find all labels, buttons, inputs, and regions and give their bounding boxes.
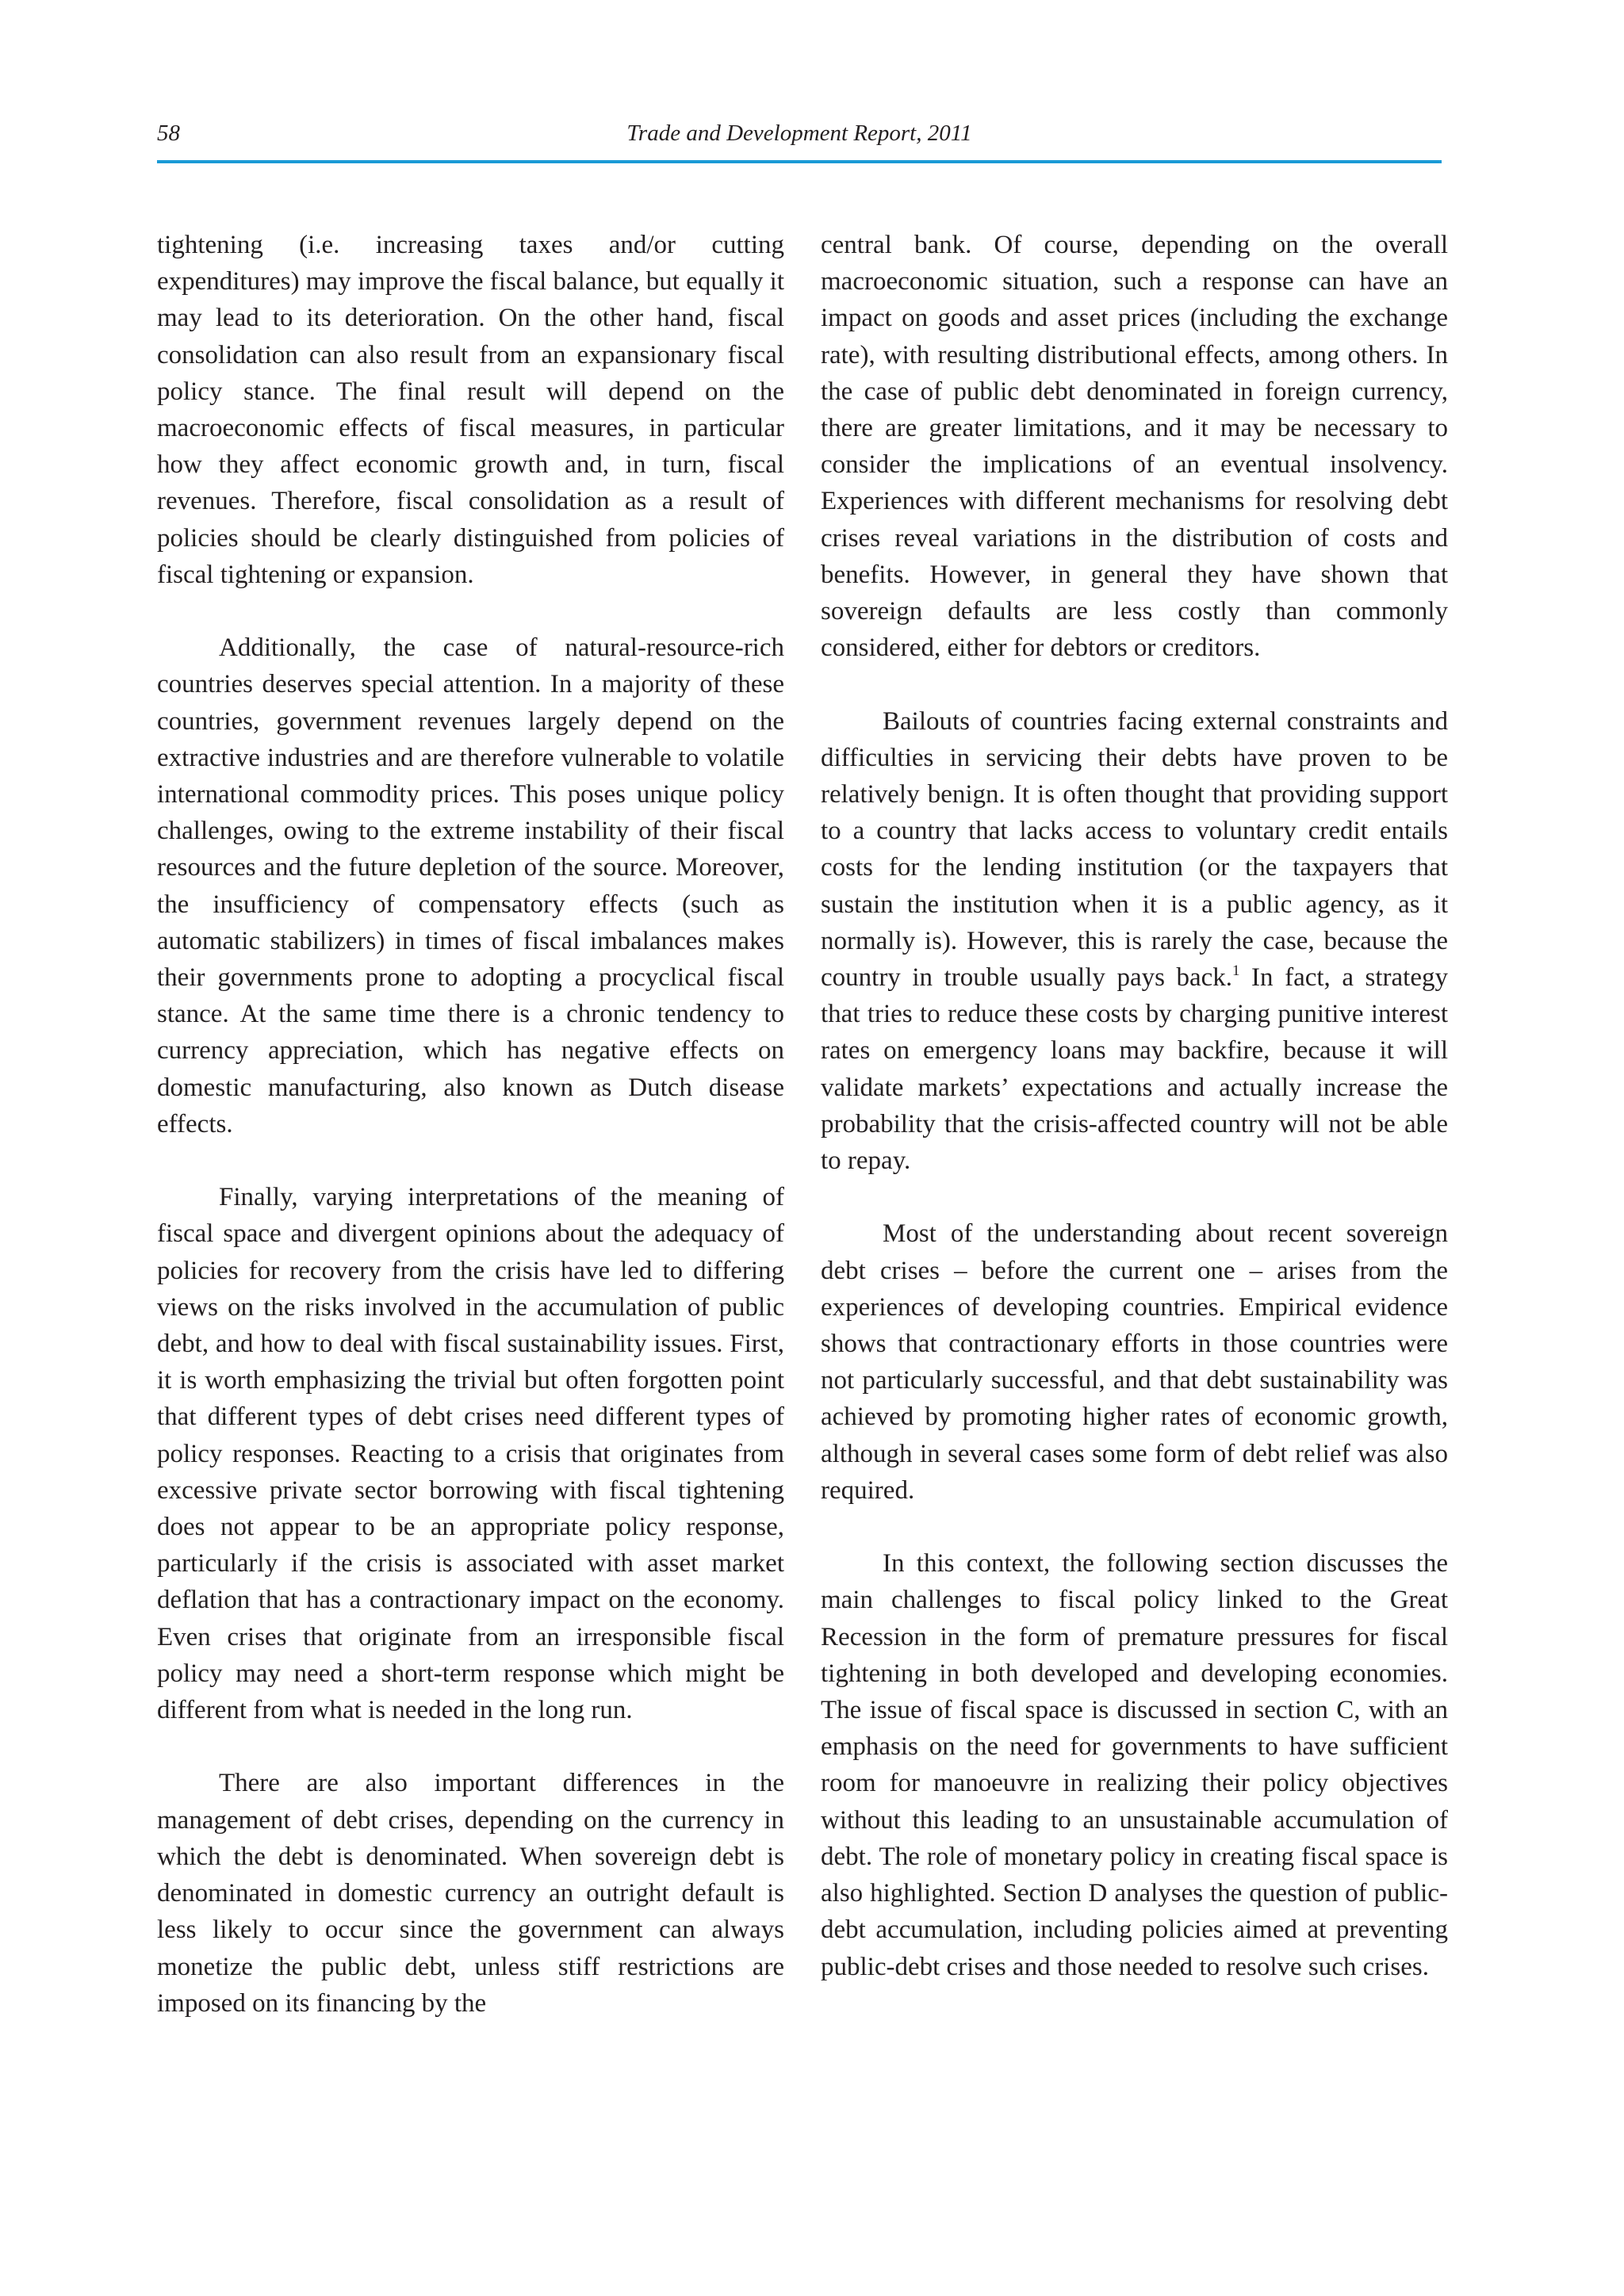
left-column — [157, 227, 784, 2022]
right-column — [821, 227, 1448, 1985]
paragraph-section-overview: In this context, the following section discusses the main challenges to fiscal policy linked to the Great Recession in the form of premature pressures for fiscal tightening in both developed and developing economies. The issue of fiscal space is discussed in section C, with an emphasis on the need for governments to have sufficient room for manoeuvre in realizing their policy objectives without this leading to an unsustainable accumulation of debt. The role of monetary policy in creating fiscal space is also highlighted. Section D analyses the question of public-debt accumulation, including policies aimed at preventing public-debt crises and those needed to resolve such crises. — [821, 1549, 1448, 1981]
bailouts-text-continued: In fact, a strategy that tries to reduce these costs by charging punitive interest rates on emergency loans may backfire, because it will validate markets’ expectations and actually increase the probability that the crisis-affected country will not be able to repay. — [821, 963, 1448, 1176]
running-header — [157, 117, 1442, 152]
bailouts-text: Bailouts of countries facing external constraints and difficulties in servicing their debts have proven to be relatively benign. It is often thought that providing support to a country that lacks access to voluntary credit entails costs for the lending institution (or the taxpayers that sustain the institution when it is a public agency, as it normally is). However, this is rarely the case, because the country in trouble usually pays back. — [821, 706, 1448, 993]
footnote-marker[interactable]: 1 — [1232, 962, 1240, 980]
paragraph-debt-crisis-management: There are also important differences in the management of debt crises, depending on the currency in which the debt is denominated. When sovereign debt is denominated in domestic currency an outright default is less likely to occur since the government can always monetize the public debt, unless stiff restrictions are imposed on its financing by the — [157, 1769, 784, 2018]
header-rule — [157, 160, 1442, 163]
paragraph-fiscal-space-interpretations: Finally, varying interpretations of the meaning of fiscal space and divergent opinions about the adequacy of policies for recovery from the crisis have led to differing views on the risks involved in the accumulation of public debt, and how to deal with fiscal sustainability issues. First, it is worth emphasizing the trivial but often forgotten point that different types of debt crises need different types of policy responses. Reacting to a crisis that originates from excessive private sector borrowing with fiscal tightening does not appear to be an appropriate policy response, particularly if the crisis is associated with asset market deflation that has a contractionary impact on the economy. Even crises that originate from an irresponsible fiscal policy may need a short-term response which might be different from what is needed in the long run. — [157, 1183, 784, 1725]
report-title: Trade and Development Report, 2011 — [626, 121, 972, 146]
paragraph-central-bank: central bank. Of course, depending on the overall macroeconomic situation, such a response can have an impact on goods and asset prices (including the exchange rate), with resulting distributional effects, among others. In the case of public debt denominated in foreign currency, there are greater limitations, and it may be necessary to consider the implications of an eventual insolvency. Experiences with different mechanisms for resolving debt crises reveal variations in the distribution of costs and benefits. However, in general they have shown that sovereign defaults are less costly than commonly considered, either for debtors or creditors. — [821, 231, 1448, 663]
page-number: 58 — [157, 121, 180, 146]
paragraph-sovereign-debt-understanding: Most of the understanding about recent sovereign debt crises – before the current one – arises from the experiences of developing countries. Empirical evidence shows that contractionary efforts in those countries were not particularly successful, and that debt sustainability was achieved by promoting higher rates of economic growth, although in several cases some form of debt relief was also required. — [821, 1219, 1448, 1505]
paragraph-fiscal-tightening: tightening (i.e. increasing taxes and/or cutting expenditures) may improve the fiscal balance, but equally it may lead to its deterioration. On the other hand, fiscal consolidation can also result from an expansionary fiscal policy stance. The final result will depend on the macroeconomic effects of fiscal measures, in particular how they affect economic growth and, in turn, fiscal revenues. Therefore, fiscal consolidation as a result of policies should be clearly distinguished from policies of fiscal tightening or expansion. — [157, 231, 784, 589]
paragraph-bailouts — [821, 703, 1448, 1180]
paragraph-natural-resource-countries: Additionally, the case of natural-resource-rich countries deserves special attention. In a majority of these countries, government revenues largely depend on the extractive industries and are therefore vulnerable to volatile international commodity prices. This poses unique policy challenges, owing to the extreme instability of their fiscal resources and the future depletion of the source. Moreover, the insufficiency of compensatory effects (such as automatic stabilizers) in times of fiscal imbalances makes their governments prone to adopting a procyclical fiscal stance. At the same time there is a chronic tendency to currency appreciation, which has negative effects on domestic manufacturing, also known as Dutch disease effects. — [157, 633, 784, 1138]
